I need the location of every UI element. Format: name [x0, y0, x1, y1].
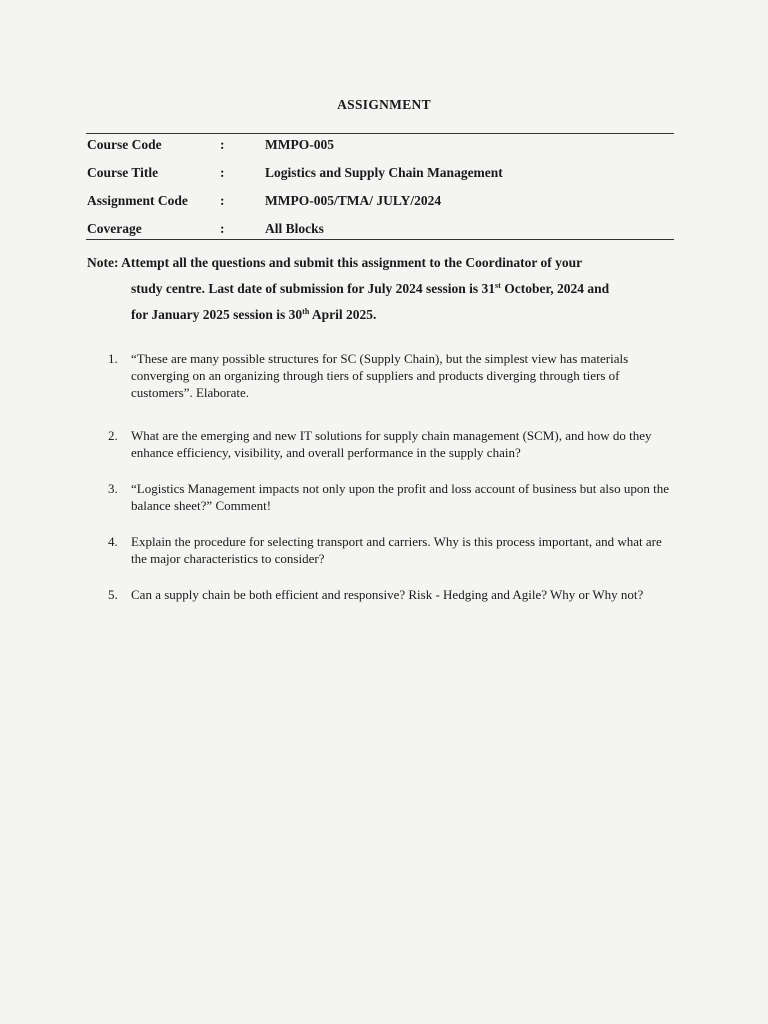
question-text: Explain the procedure for selecting transport and carriers. Why is this process important, and what are the major characteristics to consider? [131, 534, 662, 566]
note-text: for January 2025 session is 30 [131, 307, 303, 322]
meta-colon: : [220, 193, 225, 208]
question-text: “Logistics Management impacts not only upon the profit and loss account of business but also upon the balance sheet?” Comment! [131, 481, 669, 513]
question-number: 5. [108, 587, 118, 602]
document-title: ASSIGNMENT [337, 97, 431, 112]
header-rule-bottom [86, 239, 674, 240]
note-text: April 2025. [309, 307, 377, 322]
question-number: 2. [108, 428, 118, 443]
note-text: October, 2024 and [500, 281, 610, 296]
meta-label: Course Title [87, 165, 159, 180]
meta-label: Coverage [87, 221, 142, 236]
meta-colon: : [220, 165, 225, 180]
question-text: Can a supply chain be both efficient and responsive? Risk - Hedging and Agile? Why or Why not? [131, 587, 644, 602]
question-number: 3. [108, 481, 118, 496]
note-line-1: Note: Attempt all the questions and submit this assignment to the Coordinator of your [87, 255, 583, 270]
meta-label: Course Code [87, 137, 162, 152]
note-superscript: st [495, 281, 501, 290]
meta-row-course-code [0, 137, 768, 157]
meta-row-coverage [0, 221, 768, 241]
submission-note [87, 250, 687, 328]
meta-value: MMPO-005/TMA/ JULY/2024 [265, 193, 442, 208]
question-text: “These are many possible structures for SC (Supply Chain), but the simplest view has materials converging on an organizing through tiers of suppliers and products diverging through tiers of customers”. Elaborate. [131, 351, 629, 400]
meta-value: Logistics and Supply Chain Management [265, 165, 503, 180]
meta-label: Assignment Code [87, 193, 188, 208]
meta-colon: : [220, 137, 225, 152]
note-text: study centre. Last date of submission for July 2024 session is 31 [131, 281, 496, 296]
note-line-2 [87, 276, 687, 302]
question-number: 4. [108, 534, 118, 549]
question-number: 1. [108, 351, 118, 366]
note-superscript: th [302, 307, 310, 316]
meta-value: All Blocks [265, 221, 324, 236]
meta-colon: : [220, 221, 225, 236]
note-line-3 [87, 302, 687, 328]
meta-row-course-title [0, 165, 768, 185]
header-rule-top [86, 133, 674, 134]
question-text: What are the emerging and new IT solutions for supply chain management (SCM), and how do they enhance efficiency, visibility, and overall performance in the supply chain? [131, 428, 652, 460]
meta-value: MMPO-005 [265, 137, 334, 152]
meta-row-assignment-code [0, 193, 768, 213]
